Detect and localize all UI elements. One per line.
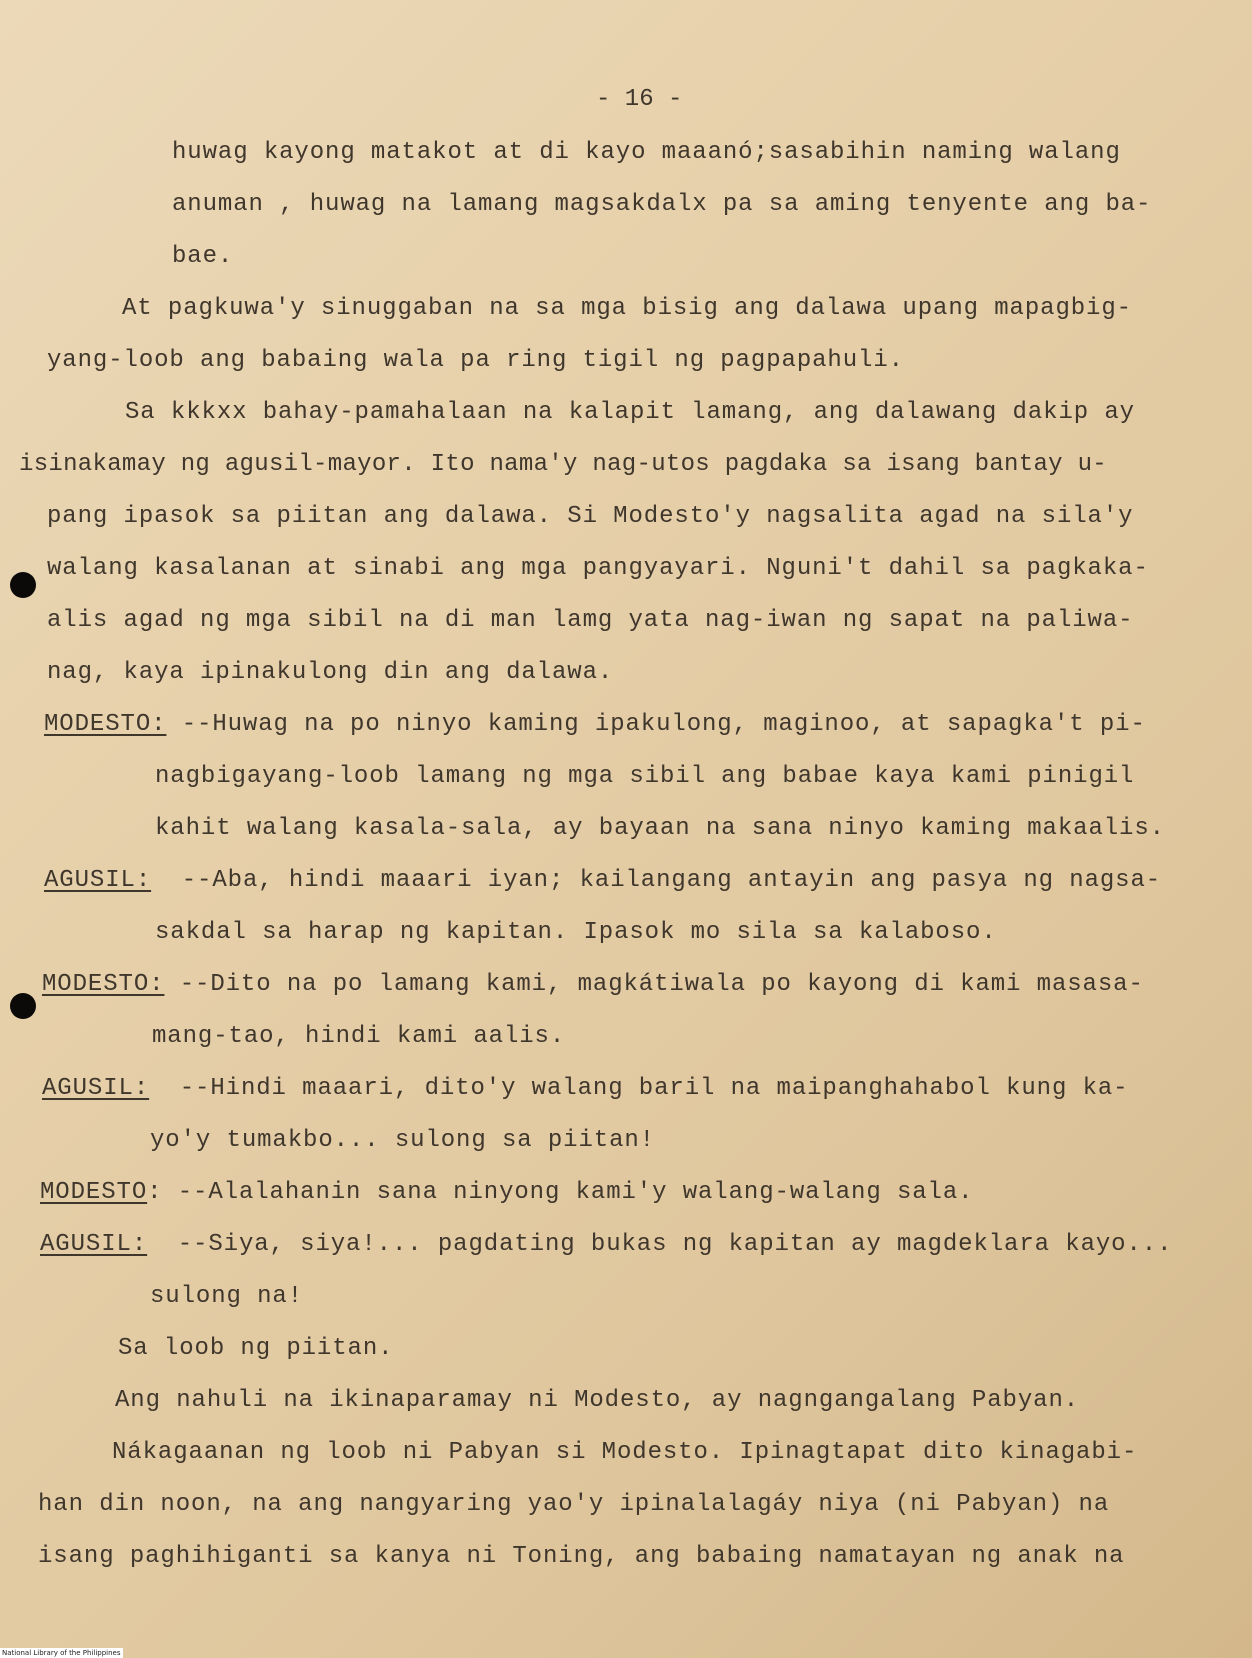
dialogue-line (42, 1074, 1128, 1104)
text-line: kahit walang kasala-sala, ay bayaan na sana ninyo kaming makaalis. (155, 815, 1165, 842)
text-line: mang-tao, hindi kami aalis. (152, 1023, 566, 1050)
speaker-label: AGUSIL: (44, 867, 152, 894)
text-line: At pagkuwa'y sinuggaban na sa mga bisig ang dalawa upang mapagbig- (122, 295, 1132, 322)
text-line: Nákagaanan ng loob ni Pabyan si Modesto. Ipinagtapat dito kinagabi- (112, 1439, 1138, 1466)
dialogue-text: --Aba, hindi maaari iyan; kailangang antayin ang pasya ng nagsa- (151, 867, 1162, 894)
text-line: han din noon, na ang nangyaring yao'y ipinalalagáy niya (ni Pabyan) na (38, 1491, 1110, 1518)
footer-credit: National Library of the Philippines (2, 1649, 121, 1657)
dialogue-text: --Siya, siya!... pagdating bukas ng kapitan ay magdeklara kayo... (147, 1231, 1173, 1258)
dialogue-line (40, 1178, 973, 1208)
dialogue-line (44, 866, 1161, 896)
speaker-label: MODESTO: (42, 971, 165, 998)
speaker-label: MODESTO (40, 1179, 148, 1206)
text-line: nagbigayang-loob lamang ng mga sibil ang babae kaya kami pinigil (155, 763, 1135, 790)
speaker-label: MODESTO: (44, 711, 167, 738)
text-line: sulong na! (150, 1283, 304, 1310)
dialogue-line (44, 710, 1146, 740)
text-line: Ang nahuli na ikinaparamay ni Modesto, ay nagngangalang Pabyan. (115, 1387, 1080, 1414)
text-line: yang-loob ang babaing wala pa ring tigil ng pagpapahuli. (47, 347, 904, 374)
dialogue-text: --Huwag na po ninyo kaming ipakulong, maginoo, at sapagka't pi- (166, 711, 1146, 738)
text-line: pang ipasok sa piitan ang dalawa. Si Modesto'y nagsalita agad na sila'y (47, 503, 1134, 530)
punch-hole (10, 572, 36, 598)
dialogue-line (40, 1230, 1172, 1260)
punch-hole (10, 993, 36, 1019)
dialogue-text: --Hindi maaari, dito'y walang baril na maipanghahabol kung ka- (149, 1075, 1129, 1102)
speaker-label: AGUSIL: (42, 1075, 150, 1102)
text-line: isinakamay ng agusil-mayor. Ito nama'y nag-utos pagdaka sa isang bantay u- (19, 451, 1107, 478)
text-line: isang paghihiganti sa kanya ni Toning, ang babaing namatayan ng anak na (38, 1543, 1125, 1570)
text-line: yo'y tumakbo... sulong sa piitan! (150, 1127, 655, 1154)
text-line: Sa loob ng piitan. (118, 1335, 394, 1362)
dialogue-text: : --Alalahanin sana ninyong kami'y walang-walang sala. (147, 1179, 974, 1206)
dialogue-line (42, 970, 1144, 1000)
page-number: - 16 - (596, 86, 683, 113)
text-line: bae. (172, 243, 234, 270)
text-line: anuman , huwag na lamang magsakdalx pa sa aming tenyente ang ba- (172, 191, 1152, 218)
dialogue-text: --Dito na po lamang kami, magkátiwala po kayong di kami masasa- (164, 971, 1144, 998)
text-line: Sa kkkxx bahay-pamahalaan na kalapit lamang, ang dalawang dakip ay (125, 399, 1135, 426)
text-line: sakdal sa harap ng kapitan. Ipasok mo sila sa kalaboso. (155, 919, 997, 946)
text-line: huwag kayong matakot at di kayo maaanó;sasabihin naming walang (172, 139, 1121, 166)
text-line: alis agad ng mga sibil na di man lamg yata nag-iwan ng sapat na paliwa- (47, 607, 1134, 634)
text-line: nag, kaya ipinakulong din ang dalawa. (47, 659, 614, 686)
speaker-label: AGUSIL: (40, 1231, 148, 1258)
text-line: walang kasalanan at sinabi ang mga pangyayari. Nguni't dahil sa pagkaka- (47, 555, 1149, 582)
